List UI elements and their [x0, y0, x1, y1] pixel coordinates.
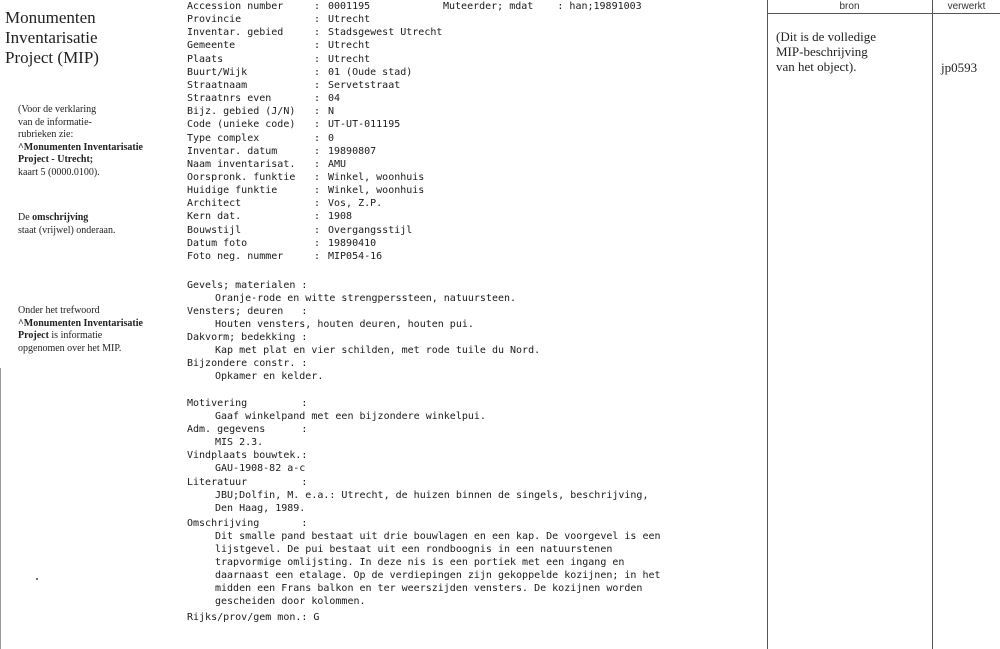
bron-line: MIP-beschrijving: [776, 44, 868, 59]
bron-line: (Dit is de volledige: [776, 29, 877, 44]
record-field: [187, 118, 400, 131]
record-field: [187, 184, 424, 197]
record-section: [187, 357, 323, 383]
field-value: 04: [328, 93, 341, 105]
record-field: [187, 13, 370, 26]
record-section: [187, 476, 648, 515]
field-separator: :: [314, 40, 321, 52]
section-heading: Vindplaats bouwtek.:: [187, 450, 308, 461]
field-value: Utrecht: [328, 40, 371, 52]
section-heading: Rijks/prov/gem mon.: G: [187, 612, 320, 623]
note-line: Project - Utrecht;: [18, 154, 94, 165]
table-border-left: [767, 0, 768, 649]
section-heading: Literatuur :: [187, 477, 308, 488]
record-field: [187, 53, 370, 66]
record-field: [187, 132, 334, 145]
section-heading: Motivering :: [187, 398, 308, 409]
record-field: [187, 224, 412, 237]
verwerkt-header: verwerkt: [947, 1, 986, 12]
record-field: [187, 210, 352, 223]
bron-cell: [776, 29, 926, 74]
field-label: Foto neg. nummer: [187, 250, 284, 262]
field-value: 0: [328, 132, 335, 144]
field-separator: :: [314, 145, 321, 157]
field-separator: :: [314, 211, 321, 223]
field-label: Plaats: [187, 53, 224, 65]
section-line: Kap met plat en vier schilden, met rode tuile du Nord.: [215, 345, 541, 356]
field-separator: :: [314, 132, 321, 144]
reference-note: [18, 104, 168, 179]
field-value: Vos, Z.P.: [328, 198, 383, 210]
record-field: [187, 158, 346, 171]
field-label: Huidige funktie: [187, 185, 278, 197]
section-line: lijstgevel. De pui bestaat uit een rondboognis in een natuurstenen: [215, 544, 613, 555]
section-line: Gaaf winkelpand met een bijzondere winkelpui.: [215, 411, 486, 422]
field-label: Straatnrs even: [187, 93, 272, 105]
note-line: staat (vrijwel) onderaan.: [18, 224, 116, 236]
field-separator: :: [314, 27, 321, 39]
field-value: Winkel, woonhuis: [328, 171, 425, 183]
field-label: Gemeente: [187, 40, 236, 52]
field-label: Provincie: [187, 14, 242, 26]
field-value: Winkel, woonhuis: [328, 185, 425, 197]
field-label: Code (unieke code): [187, 119, 296, 131]
note-line: [18, 212, 168, 225]
record-field: [187, 92, 340, 105]
field-separator: :: [314, 53, 321, 65]
field-separator: :: [314, 93, 321, 105]
scan-speck: [36, 578, 38, 580]
record-field: [187, 105, 334, 118]
section-line: Houten vensters, houten deuren, houten pui.: [215, 319, 474, 330]
field-value: UT-UT-011195: [328, 119, 401, 131]
field-label: Accession number: [187, 1, 284, 12]
table-header-rule: [767, 13, 1000, 14]
field-separator: :: [314, 14, 321, 26]
field-label: Type complex: [187, 132, 260, 144]
field-label: Straatnaam: [187, 79, 248, 91]
field-label: Inventar. datum: [187, 145, 278, 157]
record-section: [187, 517, 661, 608]
record-field: [187, 0, 370, 13]
section-heading: Dakvorm; bedekking :: [187, 332, 308, 343]
record-section: [187, 279, 516, 305]
field-value: AMU: [328, 158, 347, 170]
note-line: [18, 330, 168, 343]
field-label: Naam inventarisat.: [187, 158, 296, 170]
section-heading: Adm. gegevens :: [187, 424, 308, 435]
record-field: [187, 26, 442, 39]
section-line: gescheiden door kolommen.: [215, 596, 366, 607]
note-keyword: omschrijving: [32, 212, 89, 223]
mutation-info: Muteerder; mdat : han;19891003: [443, 1, 642, 12]
field-separator: :: [314, 158, 321, 170]
field-value: 19890807: [328, 145, 377, 157]
note-line: ^Monumenten Inventarisatie: [18, 317, 143, 329]
section-line: GAU-1908-82 a-c: [215, 463, 306, 474]
field-separator: :: [314, 250, 321, 262]
note-text: is informatie: [48, 330, 103, 341]
bron-header: bron: [839, 1, 860, 12]
field-separator: :: [314, 224, 321, 236]
section-line: Opkamer en kelder.: [215, 371, 324, 382]
field-separator: :: [314, 171, 321, 183]
field-separator: :: [314, 66, 321, 78]
field-label: Architect: [187, 198, 242, 210]
note-line: van de informatie-: [18, 116, 92, 128]
section-line: Oranje-rode en witte strengperssteen, natuursteen.: [215, 293, 517, 304]
note-line: ^Monumenten Inventarisatie: [18, 141, 143, 153]
section-heading: Gevels; materialen :: [187, 280, 308, 291]
section-heading: Bijzondere constr. :: [187, 358, 308, 369]
section-line: Den Haag, 1989.: [215, 503, 306, 514]
field-label: Buurt/Wijk: [187, 66, 248, 78]
field-label: Inventar. gebied: [187, 27, 284, 39]
note-line: (Voor de verklaring: [18, 104, 97, 115]
field-separator: :: [314, 119, 321, 131]
title-line-2: Inventarisatie: [5, 28, 98, 47]
note-line: kaart 5 (0000.0100).: [18, 166, 100, 178]
record-section: [187, 305, 474, 331]
record-field: [187, 39, 370, 52]
record-field: [187, 250, 382, 263]
field-label: Oorspronk. funktie: [187, 171, 296, 183]
field-value: Overgangsstijl: [328, 224, 413, 236]
note-line: Onder het trefwoord: [18, 305, 100, 316]
record-field: [187, 237, 376, 250]
record-field: [187, 145, 376, 158]
field-value: Servetstraat: [328, 79, 401, 91]
note-keyword: Project: [18, 330, 49, 341]
section-heading: Vensters; deuren :: [187, 306, 308, 317]
field-value: N: [328, 106, 335, 118]
title-line-1: Monumenten: [5, 8, 96, 27]
field-value: 01 (Oude stad): [328, 66, 413, 78]
field-separator: :: [314, 185, 321, 197]
section-line: midden een Frans balkon en ter weerszijden vensters. De kozijnen worden: [215, 583, 643, 594]
record-section: [187, 397, 486, 423]
field-separator: :: [314, 237, 321, 249]
note-text: De: [18, 212, 33, 223]
section-line: JBU;Dolfin, M. e.a.: Utrecht, de huizen binnen de singels, beschrijving,: [215, 490, 649, 501]
field-separator: :: [314, 79, 321, 91]
record-section: [187, 611, 319, 624]
title-line-3: Project (MIP): [5, 48, 99, 67]
record-field: [187, 171, 424, 184]
field-label: Bouwstijl: [187, 224, 242, 236]
section-line: MIS 2.3.: [215, 437, 264, 448]
field-value: 19890410: [328, 237, 377, 249]
field-value: 0001195: [328, 1, 371, 12]
field-label: Bijz. gebied (J/N): [187, 106, 296, 118]
record-field: [187, 197, 382, 210]
page-edge: [0, 368, 1, 649]
field-label: Kern dat.: [187, 211, 242, 223]
field-separator: :: [314, 1, 321, 12]
field-value: Stadsgewest Utrecht: [328, 27, 443, 39]
field-value: MIP054-16: [328, 250, 383, 262]
field-value: Utrecht: [328, 14, 371, 26]
record-section: [187, 423, 307, 449]
section-line: daarnaast een etalage. Op de verdiepingen zijn gekoppelde kozijnen; in het: [215, 570, 661, 581]
record-field: [187, 79, 400, 92]
field-separator: :: [314, 198, 321, 210]
table-border-middle: [932, 0, 933, 649]
note-line: opgenomen over het MIP.: [18, 342, 122, 354]
note-line: rubrieken zie:: [18, 129, 74, 140]
field-value: 1908: [328, 211, 353, 223]
section-line: Dit smalle pand bestaat uit drie bouwlagen en een kap. De voorgevel is een: [215, 531, 661, 542]
keyword-note: [18, 305, 168, 355]
field-label: Datum foto: [187, 237, 248, 249]
field-separator: :: [314, 106, 321, 118]
record-section: [187, 331, 540, 357]
verwerkt-cell: jp0593: [941, 60, 978, 75]
document-title: [5, 8, 165, 68]
field-value: Utrecht: [328, 53, 371, 65]
record-field: [187, 66, 412, 79]
bron-line: van het object).: [776, 59, 857, 74]
section-line: trapvormige omlijsting. In deze nis is een portiek met een ingang en: [215, 557, 625, 568]
description-note: [18, 212, 168, 237]
record-section: [187, 449, 307, 475]
section-heading: Omschrijving :: [187, 518, 308, 529]
